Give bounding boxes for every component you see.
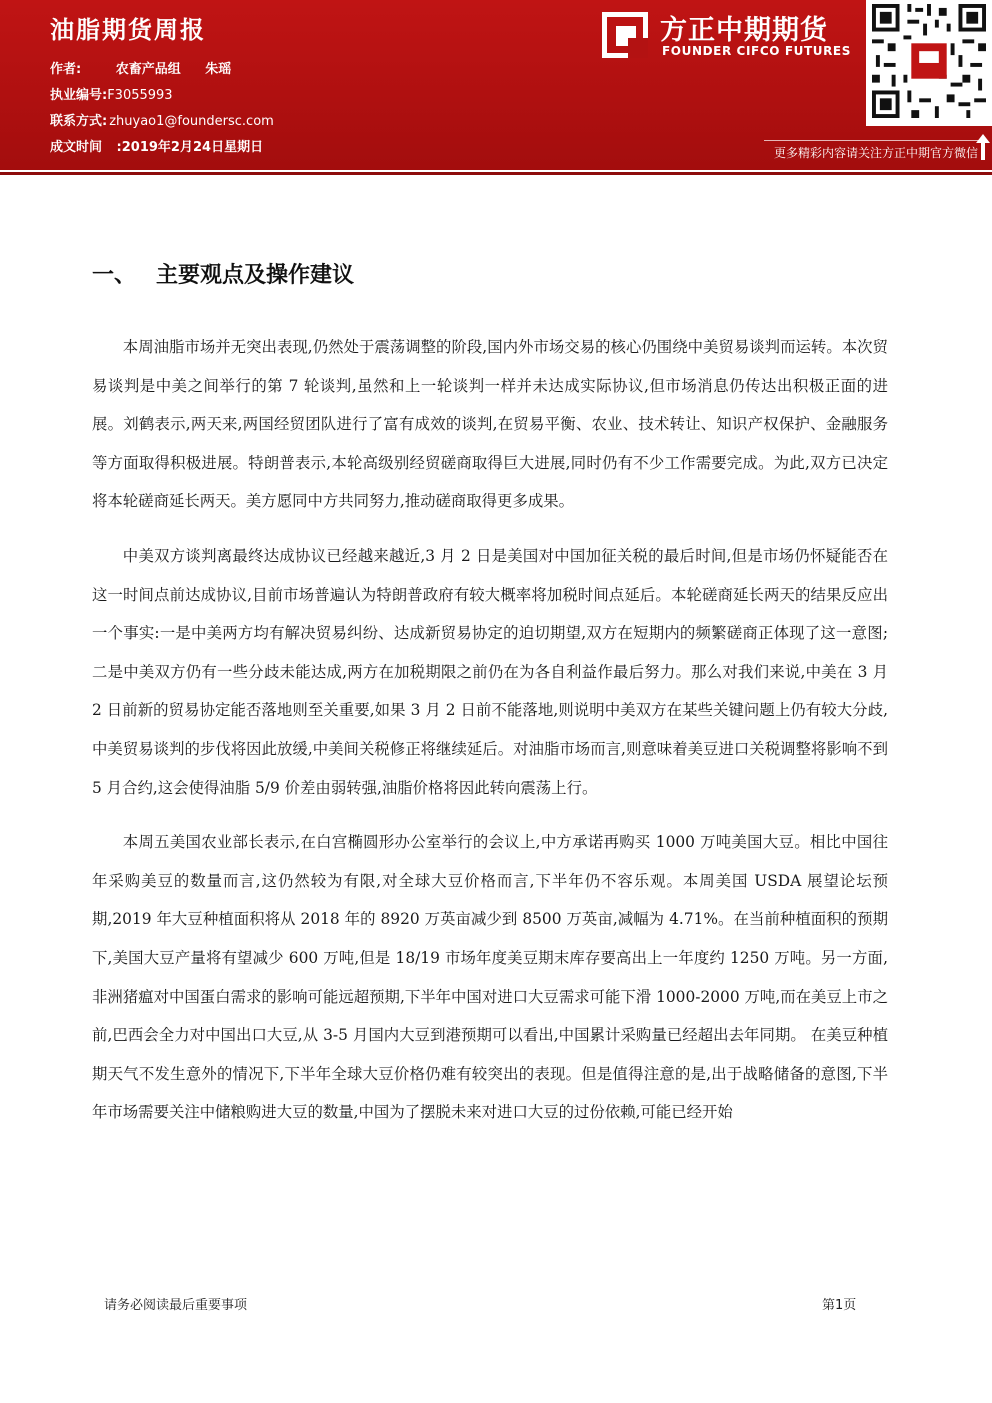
wechat-qr-code [866,0,992,126]
report-body [92,328,888,1148]
wechat-note-text: 更多精彩内容请关注方正中期官方微信 [773,146,978,160]
license-value: F3055993 [107,88,173,103]
author-label: 作者: [50,62,82,77]
qr-code-icon [872,4,986,118]
contact-value: zhuyao1@foundersc.com [109,114,274,129]
author-line [50,58,231,77]
paragraph: 本周五美国农业部长表示,在白宫椭圆形办公室举行的会议上,中方承诺再购买 1000 万吨美国大豆。相比中国往年采购美豆的数量而言,这仍然较为有限,对全球大豆价格而言,下半年仍不容乐观。本周美国 USDA 展望论坛预期,2019 年大豆种植面积将从 2018 年的 8920 万英亩减少到 8500 万英亩,减幅为 4.71%。在当前种植面积的预期下,美国大豆产量将有望减少 600 万吨,但是 18/19 市场年度美豆期末库存要高出上一年度约 1250 万吨。另一方面,非洲猪瘟对中国蛋白需求的影响可能远超预期,下半年中国对进口大豆需求可能下滑 1000-2000 万吨,而在美豆上市之前,巴西会全力对中国出口大豆,从 3-5 月国内大豆到港预期可以看出,中国累计采购量已经超出去年同期。 在美豆种植期天气不发生意外的情况下,下半年全球大豆价格仍难有较突出的表现。但是值得注意的是,出于战略储备的意图,下半年市场需要关注中储粮购进大豆的数量,中国为了摆脱未来对进口大豆的过份依赖,可能已经开始 [92,833,888,1122]
wechat-follow-note [774,144,978,161]
footer-notice: 请务必阅读最后重要事项 [104,1298,248,1313]
date-value: :2019年2月24日星期日 [116,140,264,155]
company-logo [602,6,862,66]
license-label: 执业编号: [50,88,108,103]
section-heading [92,258,354,289]
page-number: 第1页 [822,1298,857,1313]
date-line [50,136,263,155]
header-divider [0,172,992,175]
author-group: 农畜产品组 [115,62,181,77]
paragraph: 本周油脂市场并无突出表现,仍然处于震荡调整的阶段,国内外市场交易的核心仍围绕中美贸易谈判而运转。本次贸易谈判是中美之间举行的第 7 轮谈判,虽然和上一轮谈判一样并未达成实际协议,但市场消息仍传达出积极正面的进展。刘鹤表示,两天来,两国经贸团队进行了富有成效的谈判,在贸易平衡、农业、技术转让、知识产权保护、金融服务等方面取得积极进展。特朗普表示,本轮高级别经贸磋商取得巨大进展,同时仍有不少工作需要完成。为此,双方已决定将本轮磋商延长两天。美方愿同中方共同努力,推动磋商取得更多成果。 [92,338,888,511]
contact-label: 联系方式: [50,114,108,129]
up-arrow-icon [976,134,990,160]
section-title-text: 主要观点及操作建议 [156,263,355,288]
founder-logo-icon [602,12,648,58]
report-header [0,0,992,170]
wechat-note-divider [764,140,982,141]
contact-line [50,110,274,129]
logo-english-name: FOUNDER CIFCO FUTURES [662,44,851,58]
logo-chinese-name: 方正中期期货 [660,15,828,46]
section-number: 一、 [92,263,137,288]
license-line [50,84,173,103]
author-name: 朱瑶 [205,62,232,77]
report-title: 油脂期货周报 [50,16,206,44]
date-label: 成文时间 [50,140,103,155]
paragraph: 中美双方谈判离最终达成协议已经越来越近,3 月 2 日是美国对中国加征关税的最后时间,但是市场仍怀疑能否在这一时间点前达成协议,目前市场普遍认为特朗普政府有较大概率将加税时间点延后。本轮磋商延长两天的结果反应出一个事实:一是中美两方均有解决贸易纠纷、达成新贸易协定的迫切期望,双方在短期内的频繁磋商正体现了这一意图;二是中美双方仍有一些分歧未能达成,两方在加税期限之前仍在为各自利益作最后努力。那么对我们来说,中美在 3 月 2 日前新的贸易协定能否落地则至关重要,如果 3 月 2 日前不能落地,则说明中美双方在某些关键问题上仍有较大分歧,中美贸易谈判的步伐将因此放缓,中美间关税修正将继续延后。对油脂市场而言,则意味着美豆进口关税调整将影响不到 5 月合约,这会使得油脂 5/9 价差由弱转强,油脂价格将因此转向震荡上行。 [92,546,888,797]
